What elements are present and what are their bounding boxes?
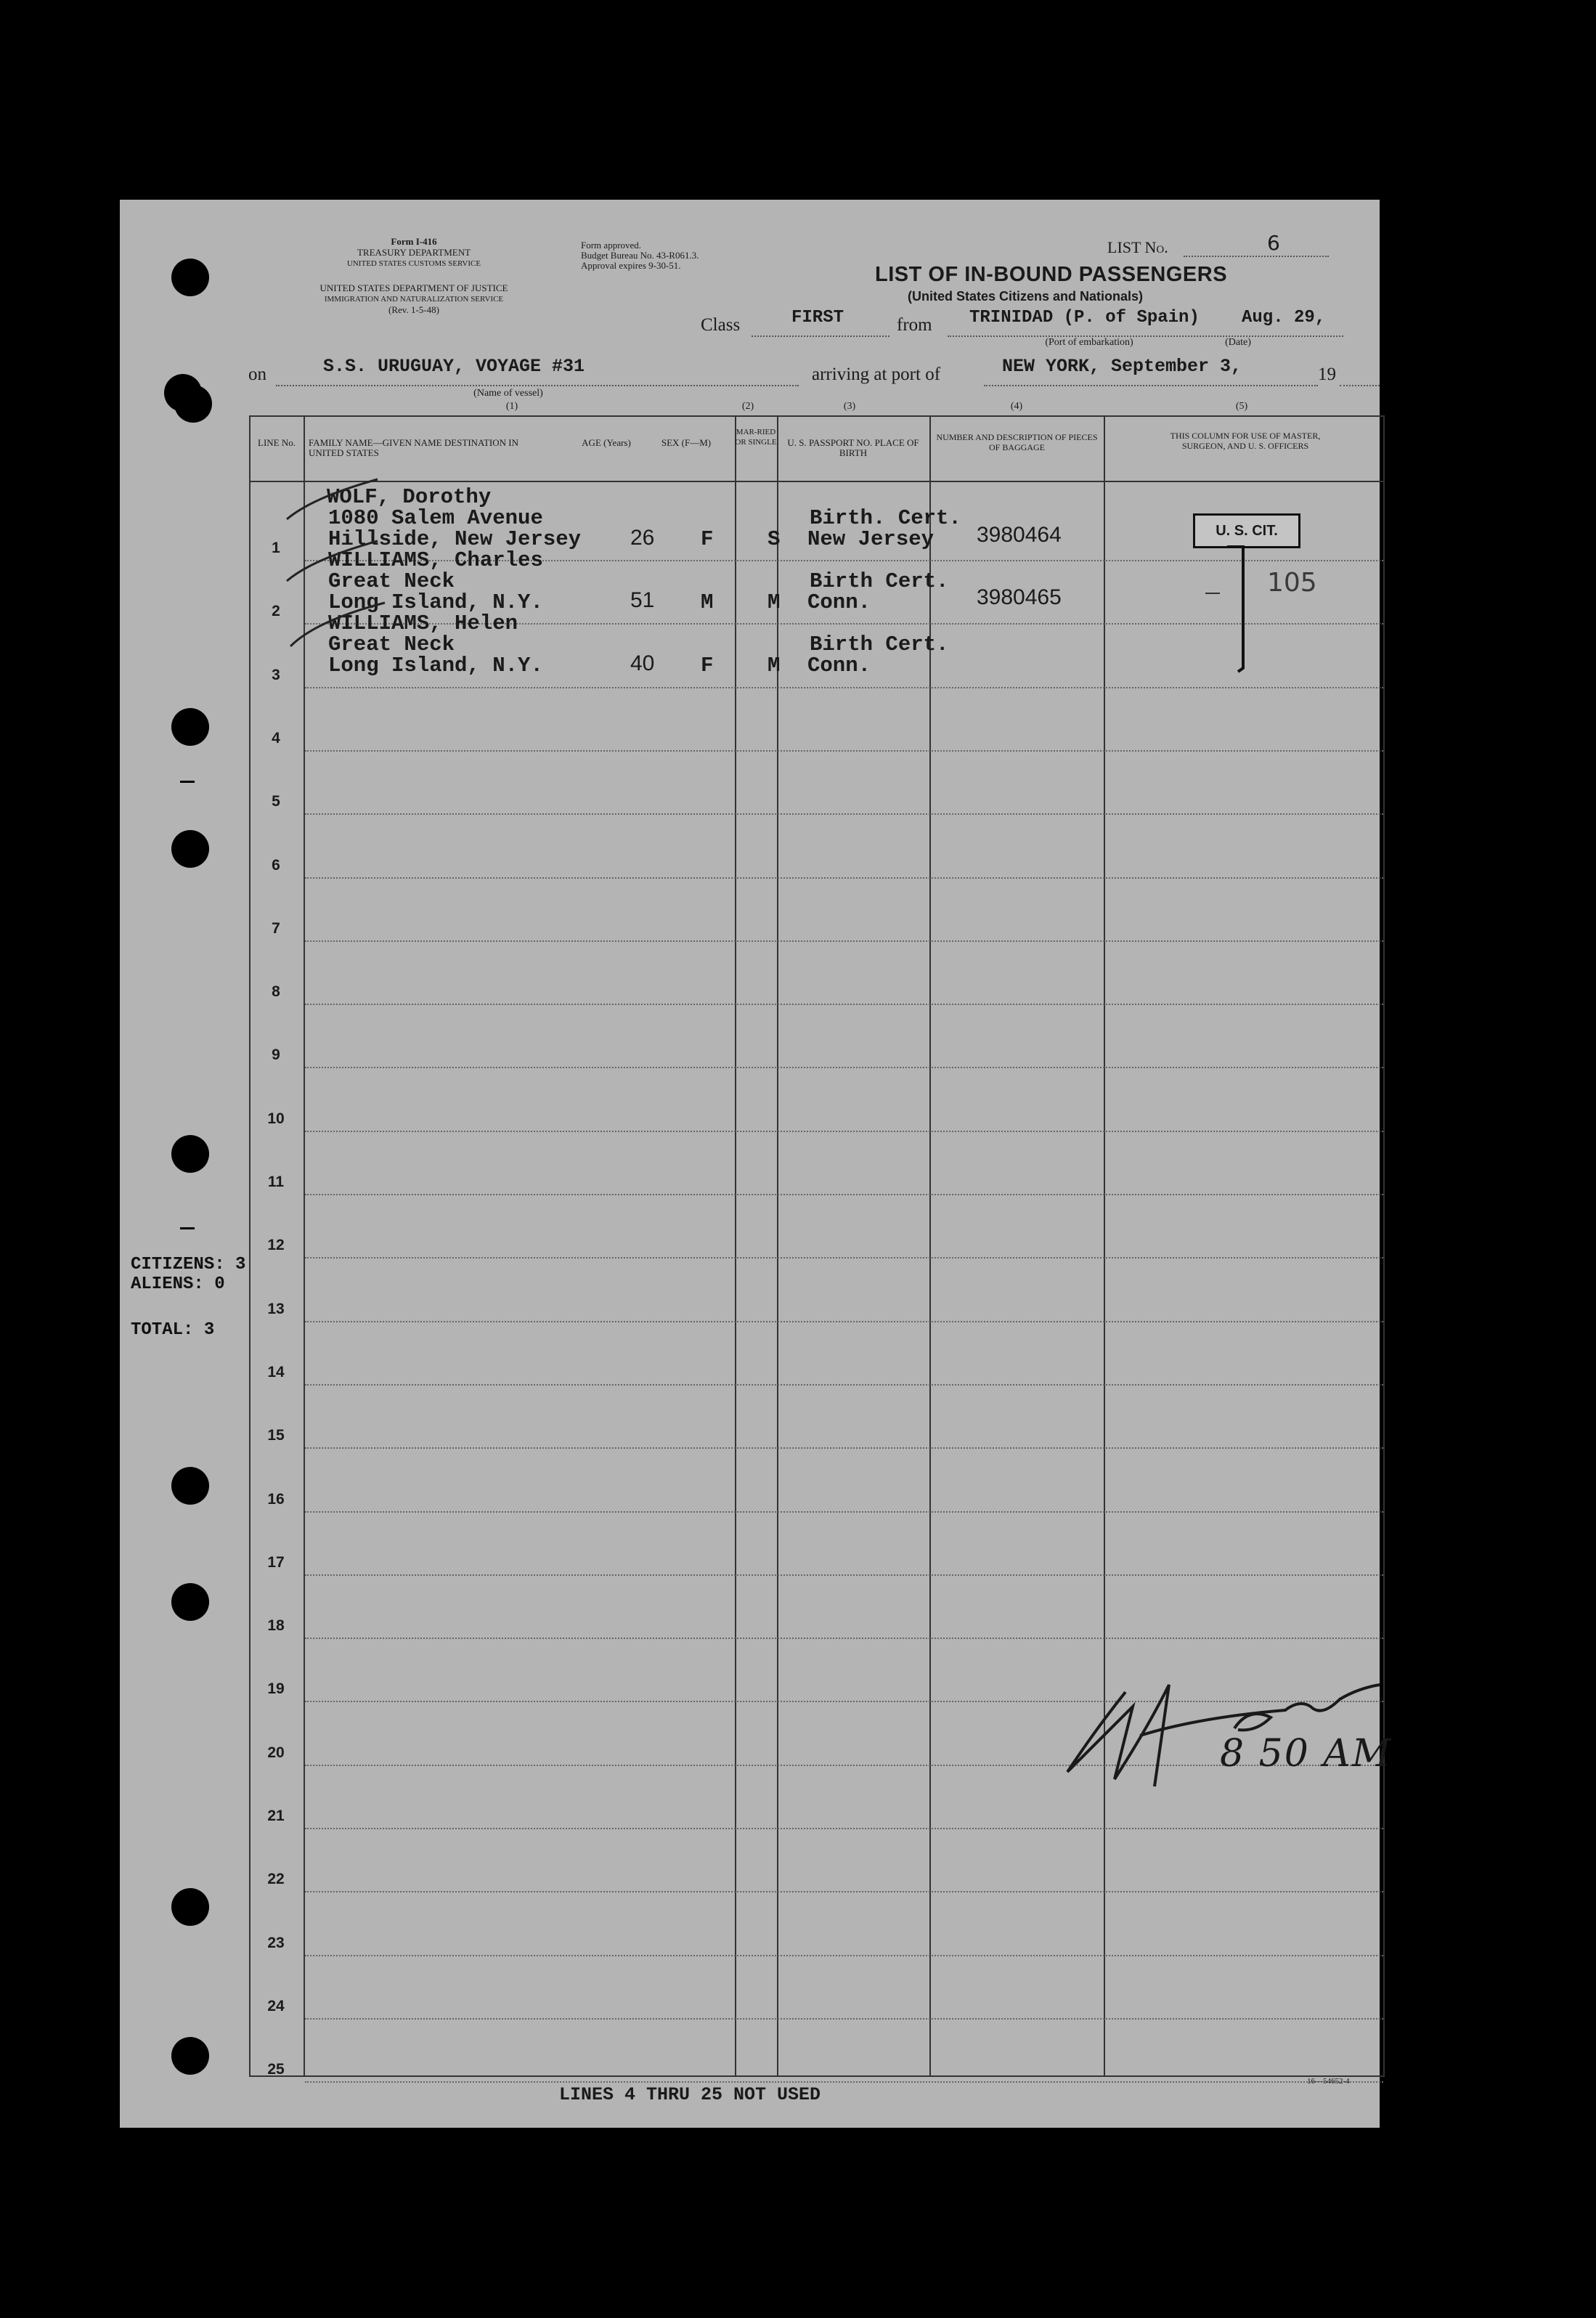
col-name-destination: FAMILY NAME—GIVEN NAME DESTINATION IN UNITED STATES (309, 437, 519, 458)
passenger-3-sex: F (701, 654, 714, 678)
row-number: 20 (267, 1744, 285, 1761)
list-no-label: LIST No. (1107, 238, 1168, 256)
check-marks (283, 476, 414, 657)
row-rule (305, 1638, 1383, 1639)
row-number: 12 (267, 1237, 285, 1254)
punch-hole (171, 708, 209, 746)
list-number: 6 (1267, 231, 1280, 255)
page-title: LIST OF IN-BOUND PASSENGERS (875, 263, 1228, 286)
row-rule (305, 1828, 1383, 1829)
footer-note: LINES 4 THRU 25 NOT USED (559, 2084, 821, 2105)
passenger-1-name: WOLF, Dorothy (327, 485, 492, 509)
col-ref-4: (4) (1010, 401, 1023, 412)
passenger-2-birthplace: Conn. (807, 590, 871, 614)
punch-hole (171, 1467, 209, 1505)
punch-hole (174, 385, 212, 423)
passenger-1-sex: F (701, 527, 714, 551)
margin-mark (180, 1227, 195, 1229)
passenger-2-address: Great Neck (328, 569, 455, 593)
row-number: 22 (267, 1871, 285, 1888)
class-value: FIRST (791, 308, 844, 328)
row-number: 3 (272, 666, 280, 683)
ins-service: IMMIGRATION AND NATURALIZATION SERVICE (324, 295, 504, 304)
class-label: Class (701, 315, 741, 335)
col-officers: THIS COLUMN FOR USE OF MASTER, SURGEON, AND U. S. OFFICERS (1170, 431, 1321, 451)
revision: (Rev. 1-5-48) (388, 304, 439, 315)
row-number: 21 (267, 1807, 285, 1824)
row-number: 11 (267, 1174, 285, 1190)
col-ref-3: (3) (843, 401, 856, 412)
vessel-name: S.S. URUGUAY, VOYAGE #31 (323, 356, 585, 377)
col-sex: SEX (F—M) (661, 437, 712, 448)
row-rule (305, 1511, 1383, 1513)
citizens-total: CITIZENS: 3 (131, 1255, 246, 1274)
passenger-1-passport: Birth. Cert. (810, 506, 961, 530)
passenger-3-city: Long Island, N.Y. (328, 654, 543, 678)
row-number: 2 (272, 603, 280, 620)
arrival-port-date: NEW YORK, September 3, (1002, 356, 1242, 377)
punch-hole (171, 1135, 209, 1173)
passenger-2-marital: M (768, 590, 781, 614)
row-rule (305, 1004, 1383, 1005)
row-number: 13 (267, 1300, 285, 1317)
row-rule (305, 1384, 1383, 1386)
justice-dept: UNITED STATES DEPARTMENT OF JUSTICE (319, 282, 508, 293)
row-number: 19 (267, 1680, 285, 1698)
col-line-no: LINE No. (258, 437, 296, 448)
approval-expiry: Approval expires 9-30-51. (581, 260, 681, 271)
row-rule (305, 1891, 1383, 1892)
col-passport: U. S. PASSPORT NO. PLACE OF BIRTH (787, 437, 919, 458)
punch-hole (171, 259, 209, 296)
passenger-3-passport: Birth Cert. (810, 633, 949, 656)
row-rule (305, 2018, 1383, 2020)
col-ref-5: (5) (1235, 401, 1248, 412)
passenger-2-name: WILLIAMS, Charles (328, 548, 543, 572)
passenger-1-age: 26 (630, 526, 655, 550)
passenger-3-marital: M (768, 654, 781, 678)
row-number: 1 (272, 540, 280, 556)
bracket-mark (1198, 541, 1285, 679)
passenger-1-marital: S (768, 527, 781, 551)
row-number: 17 (267, 1553, 285, 1571)
row-rule (305, 877, 1383, 879)
row-number: 4 (272, 729, 280, 747)
embark-date: Aug. 29, (1242, 308, 1326, 328)
row-rule (305, 1574, 1383, 1576)
row-rule (305, 750, 1383, 752)
officer-number: 105 (1267, 568, 1317, 598)
passenger-3-address: Great Neck (328, 633, 455, 656)
page-subtitle: (United States Citizens and Nationals) (908, 289, 1144, 304)
row-number: 24 (267, 1997, 285, 2014)
signature-time: 8 50 AM (1220, 1732, 1393, 1776)
passenger-3-age: 40 (630, 651, 655, 675)
passenger-1-baggage: 3980464 (977, 523, 1062, 547)
row-rule (305, 1257, 1383, 1258)
passenger-3-birthplace: Conn. (807, 654, 871, 678)
treasury-dept: TREASURY DEPARTMENT (357, 247, 471, 258)
punch-hole (171, 1888, 209, 1926)
punch-hole (171, 1583, 209, 1621)
from-label: from (897, 315, 932, 335)
row-number: 14 (267, 1363, 285, 1380)
col-married: MAR-RIED OR SINGLE (735, 428, 777, 447)
row-number: 7 (272, 919, 280, 937)
row-rule (305, 1131, 1383, 1132)
row-rule (305, 2081, 1383, 2083)
passenger-1-birthplace: New Jersey (807, 527, 935, 551)
row-number: 5 (272, 793, 280, 810)
row-rule (305, 1067, 1383, 1068)
port-of-embarkation: TRINIDAD (P. of Spain) (969, 308, 1200, 328)
year-prefix: 19 (1318, 365, 1336, 384)
form-approved: Form approved. (581, 240, 642, 251)
passenger-2-passport: Birth Cert. (810, 569, 949, 593)
row-number: 6 (272, 856, 280, 874)
on-label: on (248, 365, 266, 384)
row-number: 8 (272, 983, 280, 1001)
vessel-caption: (Name of vessel) (473, 388, 543, 399)
port-caption: (Port of embarkation) (1045, 337, 1133, 348)
row-rule (305, 687, 1383, 688)
punch-hole (171, 2037, 209, 2075)
customs-service: UNITED STATES CUSTOMS SERVICE (346, 259, 481, 268)
passenger-1-address: 1080 Salem Avenue (328, 506, 543, 530)
date-caption: (Date) (1225, 337, 1251, 348)
row-number: 23 (267, 1934, 285, 1951)
row-rule (305, 940, 1383, 942)
print-code: 16—54652-4 (1307, 2077, 1350, 2086)
aliens-total: ALIENS: 0 (131, 1274, 225, 1294)
col-age: AGE (Years) (582, 437, 631, 448)
margin-mark (180, 781, 195, 783)
us-citizen-stamp: U. S. CIT. (1193, 513, 1300, 548)
arriving-label: arriving at port of (812, 365, 941, 384)
passenger-2-age: 51 (630, 588, 655, 612)
row-rule (305, 1321, 1383, 1322)
row-number: 9 (272, 1046, 280, 1064)
col-ref-2: (2) (741, 401, 754, 412)
punch-hole (171, 830, 209, 868)
passenger-3-name: WILLIAMS, Helen (328, 611, 518, 635)
form-number: Form I-416 (391, 236, 437, 247)
passenger-2-baggage: 3980465 (977, 585, 1062, 609)
passenger-1-city: Hillside, New Jersey (328, 527, 582, 551)
col-baggage: NUMBER AND DESCRIPTION OF PIECES OF BAGGAGE (936, 432, 1098, 452)
row-number: 25 (267, 2061, 285, 2078)
row-rule (305, 813, 1383, 815)
row-rule (305, 1447, 1383, 1449)
row-rule (305, 1955, 1383, 1956)
col-ref-1: (1) (505, 401, 518, 412)
passenger-2-city: Long Island, N.Y. (328, 590, 543, 614)
row-number: 10 (267, 1110, 285, 1127)
row-rule (305, 1194, 1383, 1195)
budget-bureau: Budget Bureau No. 43-R061.3. (581, 250, 699, 261)
row-number: 16 (267, 1490, 285, 1508)
passenger-2-sex: M (701, 590, 714, 614)
grand-total: TOTAL: 3 (131, 1320, 215, 1340)
row-number: 18 (267, 1617, 285, 1635)
row-number: 15 (267, 1427, 285, 1444)
